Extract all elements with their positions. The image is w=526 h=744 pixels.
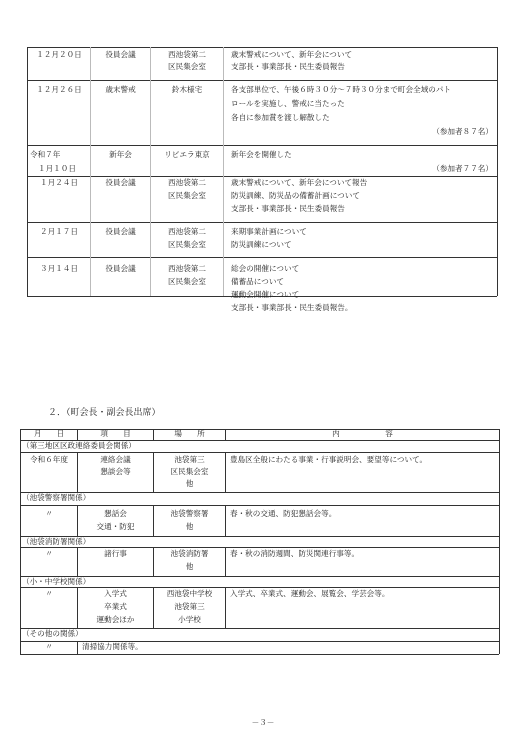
row3-note: （参加者７７名） xyxy=(432,164,493,173)
row4-content-1: 歳末警戒について、新年会について報告 xyxy=(231,178,368,187)
group2-date: 〃 xyxy=(45,509,53,518)
group5-date: 〃 xyxy=(45,642,53,651)
group1-label: （第三地区区政連絡委員会関係） xyxy=(22,441,136,450)
row6-content-1: 総会の開催について xyxy=(231,264,300,273)
row2-type: 歳末警戒 xyxy=(105,85,136,94)
group4-place-1: 西池袋中学校 xyxy=(166,589,213,598)
group1-date: 令和６年度 xyxy=(30,455,68,464)
row5-date: ２月１７日 xyxy=(40,227,78,236)
group3-label: （池袋消防署関係） xyxy=(22,537,91,546)
group4-item-2: 卒業式 xyxy=(104,602,127,611)
group3-place-2: 他 xyxy=(185,562,194,571)
row5-content-1: 来期事業計画について xyxy=(231,227,307,236)
row2-content-1: 各支部単位で、午後６時３０分～７時３０分まで町会全域のパト xyxy=(231,85,451,94)
row2-content-3: 各自に参加賞を渡し解散した xyxy=(231,113,330,122)
row5-place-2: 区民集会室 xyxy=(168,240,206,249)
group1-item-2: 懇談会等 xyxy=(100,467,131,476)
group4-place-2: 池袋第三 xyxy=(174,602,205,611)
group2-item-2: 交通・防犯 xyxy=(96,522,135,531)
group3-place-1: 池袋消防署 xyxy=(170,549,209,558)
row6-content-4: 支部長・事業部長・民生委員報告。 xyxy=(231,303,353,312)
row3-date-1: 令和７年 xyxy=(30,150,61,159)
row2-place: 鈴木様宅 xyxy=(171,85,203,94)
group4-item-1: 入学式 xyxy=(104,589,127,598)
row4-date: １月２４日 xyxy=(40,178,78,187)
row6-date: ３月１４日 xyxy=(40,264,78,273)
row1-type: 役員会議 xyxy=(105,50,136,59)
group3-date: 〃 xyxy=(45,549,53,558)
page-number: －３－ xyxy=(251,718,275,727)
group4-content: 入学式、卒業式、運動会、展覧会、学芸会等。 xyxy=(230,589,390,598)
row1-date: １２月２０日 xyxy=(36,50,82,59)
row5-content-2: 防災訓練について xyxy=(231,240,292,249)
group3-content: 春・秋の消防週間、防災関連行事等。 xyxy=(230,549,360,558)
group2-label: （池袋警察署関係） xyxy=(22,493,91,502)
group1-item-1: 連絡会議 xyxy=(100,455,131,464)
group2-place-2: 他 xyxy=(185,522,194,531)
row1-content-1: 歳末警戒について、新年会について xyxy=(231,50,353,59)
row6-type: 役員会議 xyxy=(105,264,136,273)
row6-content-2: 備蓄品について xyxy=(231,277,285,286)
row6-place-1: 西池袋第二 xyxy=(168,264,206,273)
group1-place-3: 他 xyxy=(185,479,194,488)
row5-place-1: 西池袋第二 xyxy=(168,227,206,236)
group4-item-3: 運動会ほか xyxy=(96,615,135,624)
row1-place-2: 区民集会室 xyxy=(168,62,206,71)
row4-content-2: 防災訓練、防災品の備蓄計画について xyxy=(231,191,360,200)
header-place: 場 所 xyxy=(174,429,205,438)
row3-date-2: １月１０日 xyxy=(38,164,76,173)
row2-note: （参加者８７名） xyxy=(432,127,493,136)
row4-content-3: 支部長・事業部長・民生委員報告 xyxy=(231,204,345,213)
row1-place-1: 西池袋第二 xyxy=(168,50,206,59)
row6-place-2: 区民集会室 xyxy=(168,277,206,286)
header-item: 項 目 xyxy=(100,429,131,438)
group5-item: 清掃協力関係等。 xyxy=(82,642,143,651)
group1-content: 豊島区全般にわたる事業・行事説明会、要望等について。 xyxy=(230,455,428,464)
row3-place: リビエラ東京 xyxy=(164,150,210,159)
row4-place-2: 区民集会室 xyxy=(168,191,206,200)
header-date: 月 日 xyxy=(33,429,65,438)
group2-item-1: 懇話会 xyxy=(104,509,127,518)
row2-date: １２月２６日 xyxy=(36,85,82,94)
row3-type: 新年会 xyxy=(109,150,132,159)
group4-label: （小・中学校関係） xyxy=(22,577,91,586)
row5-type: 役員会議 xyxy=(105,227,136,236)
group3-item-1: 諸行事 xyxy=(104,549,127,558)
row6-content-3: 運動会開催について xyxy=(231,290,300,299)
group4-date: 〃 xyxy=(45,589,53,598)
group1-place-2: 区民集会室 xyxy=(170,467,209,476)
header-content: 内 容 xyxy=(332,429,393,438)
section2-title: ２．（町会長・副会長出席） xyxy=(48,408,161,418)
row2-content-2: ロールを実施し、警戒に当たった xyxy=(231,99,345,108)
row4-type: 役員会議 xyxy=(105,178,136,187)
group2-content: 春・秋の交通、防犯懇話会等。 xyxy=(230,509,337,518)
group2-place-1: 池袋警察署 xyxy=(170,509,209,518)
row3-content: 新年会を開催した xyxy=(231,150,292,159)
group5-label: （その他の関係） xyxy=(22,629,83,638)
group1-place-1: 池袋第三 xyxy=(174,455,205,464)
group4-place-3: 小学校 xyxy=(178,615,201,624)
row1-content-2: 支部長・事業部長・民生委員報告 xyxy=(231,62,345,71)
row4-place-1: 西池袋第二 xyxy=(168,178,206,187)
